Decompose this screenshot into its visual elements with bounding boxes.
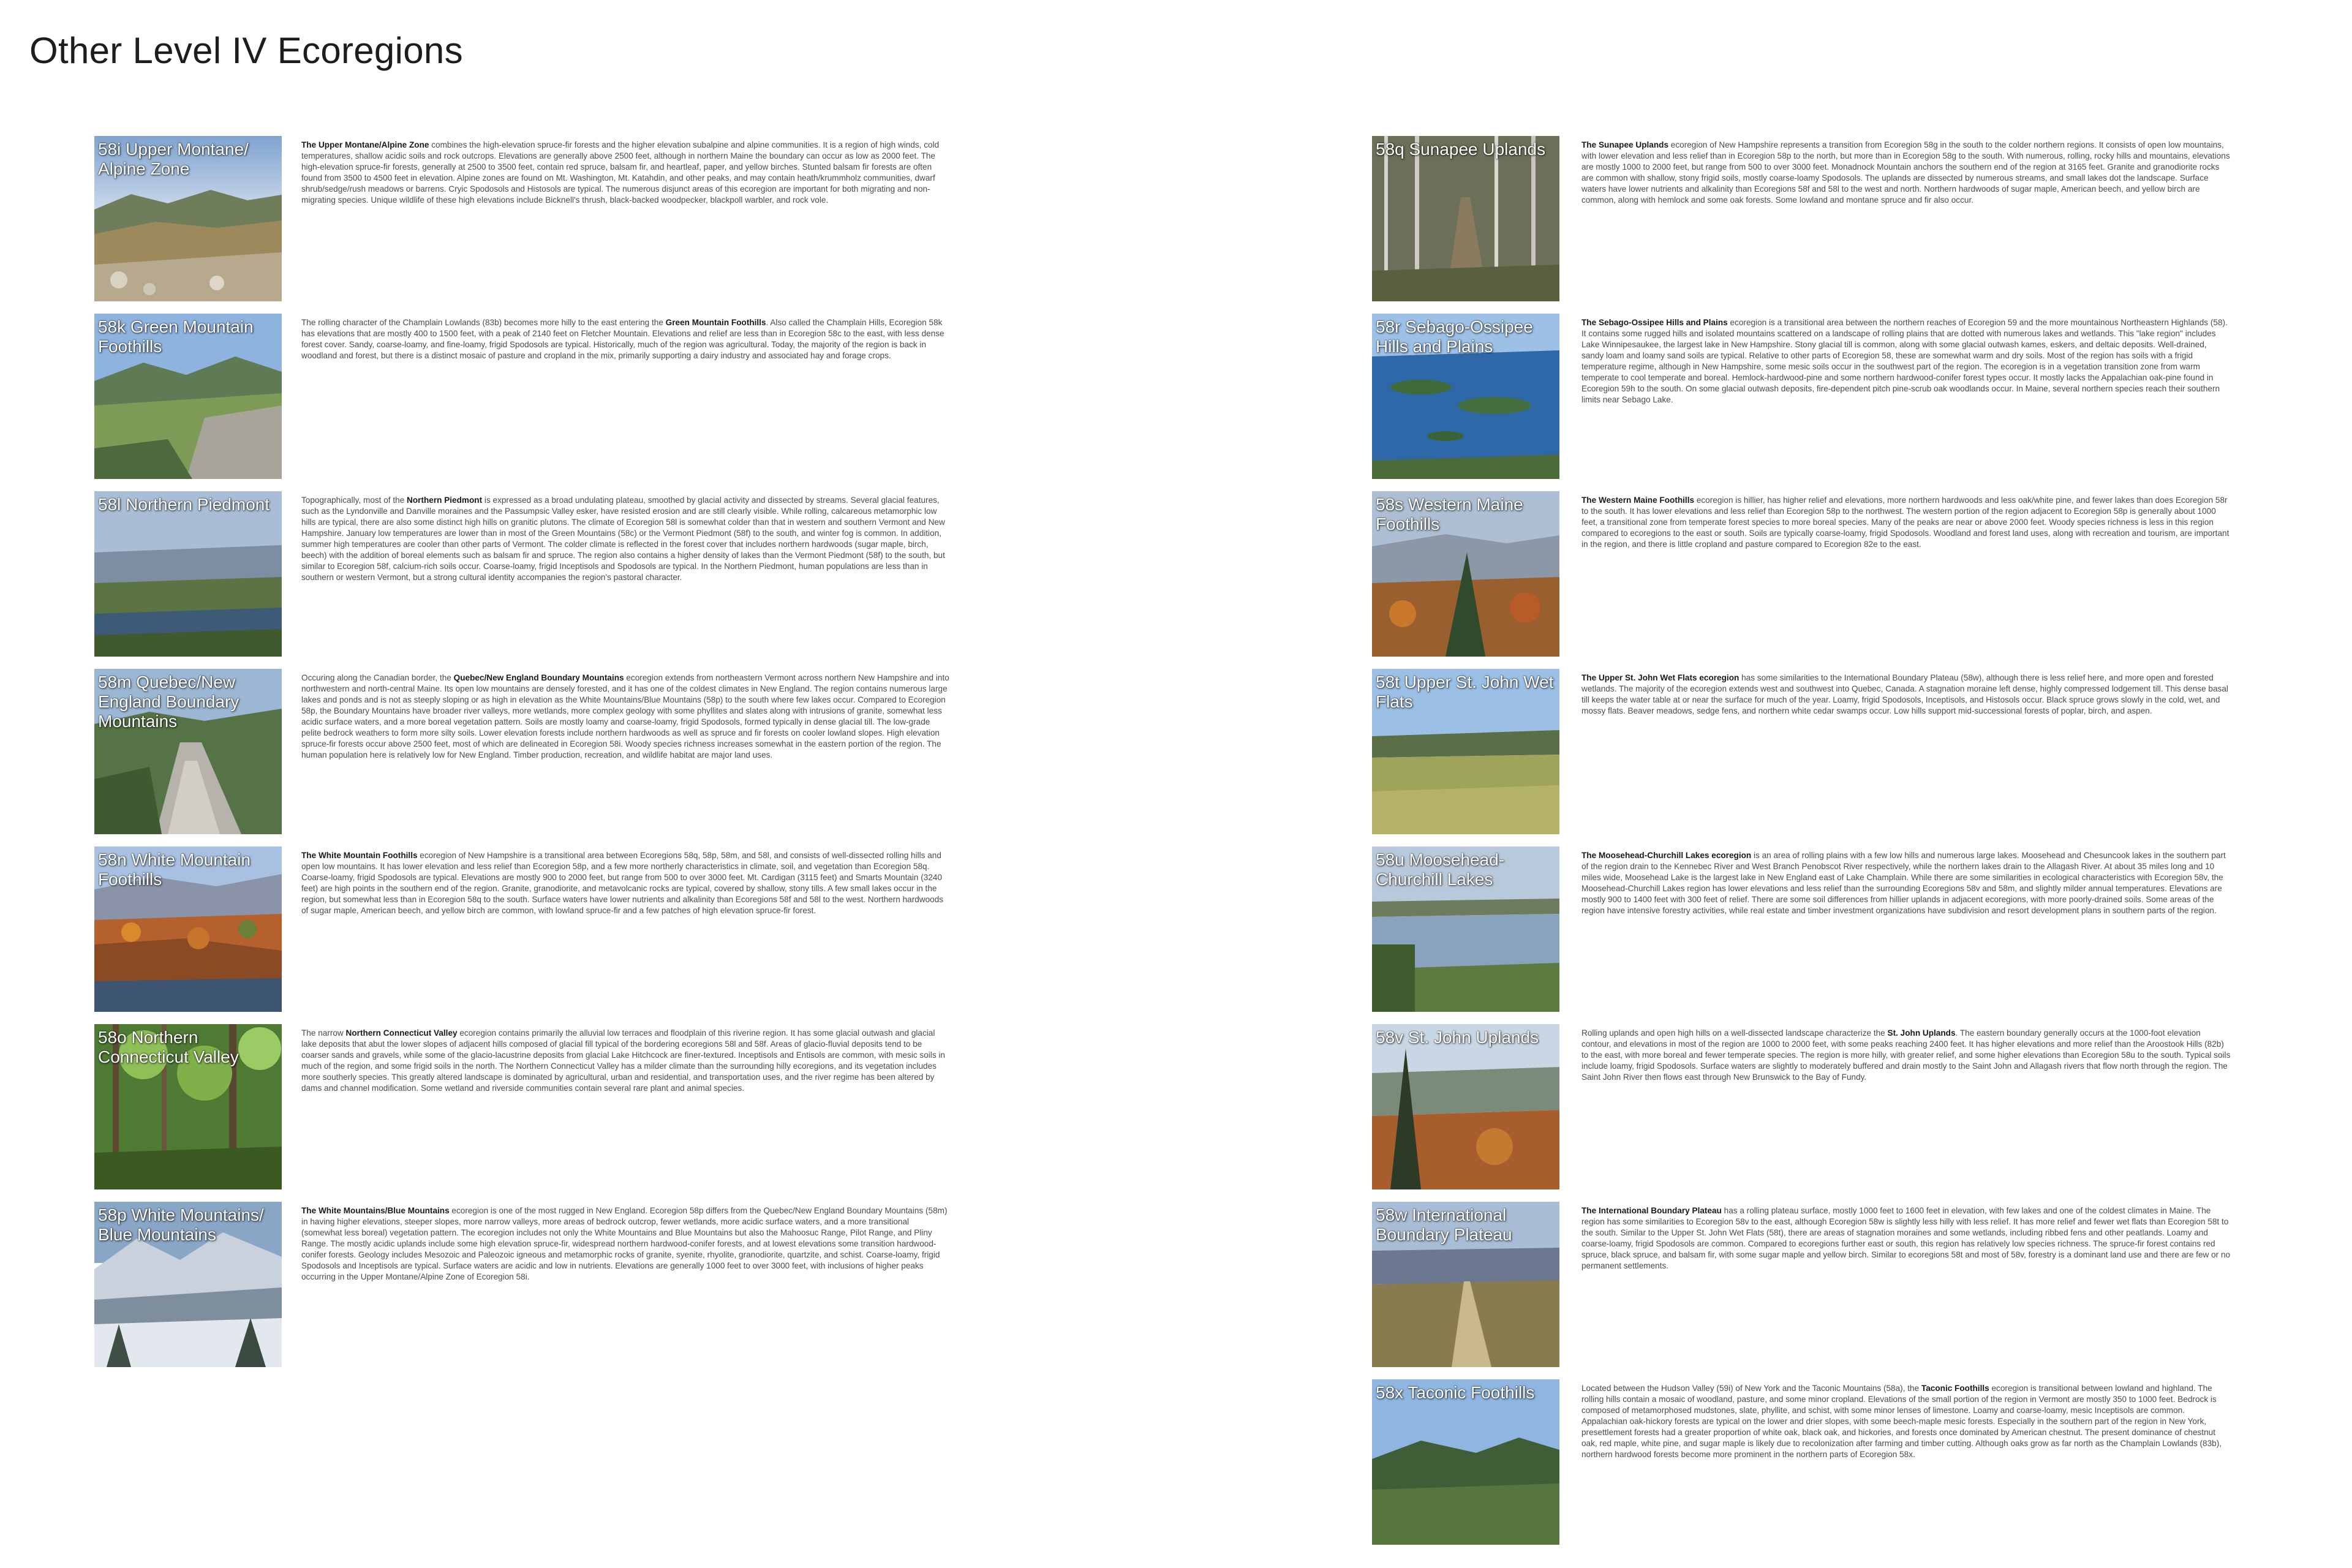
ecoregion-entry-58r <box>1372 314 2230 479</box>
photo-label: 58l Northern Piedmont <box>98 495 270 514</box>
ecoregion-description: The narrow Northern Connecticut Valley ecoregion contains primarily the alluvial low terraces and floodplain of this riverine region. It has some glacial outwash and glacial lake deposits that abut the lower slopes of adjacent hills composed of glacial fill typical of the bordering ecoregions 58l and 58f. Areas of glacio-fluvial deposits tend to be coarser sands and gravels, while some of the glacio-lacustrine deposits from glacial Lake Hitchcock are finer-textured. Inceptisols and Entisols are common, with mesic soils in much of the region, and some frigid soils in the north. The Northern Connecticut Valley has a milder climate than the surrounding hilly ecoregions, and its vegetation includes more southerly species. This greatly altered landscape is dominated by agricultural, urban and residential, and transportation uses, and the river regime has been altered by dams and channel modification. Some wetland and riverside communities contain several rare plant and animal species. <box>301 1028 945 1093</box>
photo-label: 58n White Mountain Foothills <box>98 850 251 889</box>
photo-label: 58x Taconic Foothills <box>1376 1383 1535 1402</box>
photo-58v <box>1372 1024 1559 1189</box>
ecoregion-entry-58p <box>94 1202 952 1367</box>
photo-label: 58v St. John Uplands <box>1376 1028 1539 1047</box>
ecoregion-entry-58t <box>1372 669 2230 834</box>
ecoregion-entry-58m <box>94 669 952 834</box>
photo-label: 58k Green Mountain Foothills <box>98 317 254 356</box>
page-title: Other Level IV Ecoregions <box>29 30 463 71</box>
ecoregion-entry-58k <box>94 314 952 479</box>
ecoregion-entry-58i <box>94 136 952 301</box>
ecoregion-description: The Upper Montane/Alpine Zone combines the high-elevation spruce-fir forests and the higher elevation subalpine and alpine communities. It is a region of high winds, cold temperatures, shallow acidic soils and rock outcrops. Elevations are generally above 2500 feet, although in northern Maine the boundary can occur as low as 2000 feet. The high-elevation spruce-fir forests, generally at 2500 to 3500 feet, contain red spruce, balsam fir, and heartleaf, paper, and yellow birches. Stunted balsam fir forests are often found from 3500 to 4500 feet in elevation. Alpine zones are found on Mt. Washington, Mt. Katahdin, and other peaks, and may contain heath/krummholz communities, dwarf shrub/sedge/rush meadows or barrens. Cryic Spodosols and Histosols are typical. The numerous disjunct areas of this ecoregion are important for both migrating and non-migrating species. Unique wildlife of these high elevations include Bicknell's thrush, black-backed woodpecker, blackpoll warbler, and rock vole. <box>301 140 940 205</box>
ecoregion-description: The Sunapee Uplands ecoregion of New Hampshire represents a transition from Ecoregion 58g in the south to the colder northern regions. It consists of open low mountains, with lower elevation and less relief than in Ecoregion 58p to the north, but more than in Ecoregion 58g to the south. With numerous, rolling, rocky hills and mountains, elevations are mostly 1000 to 2000 feet, but range from 500 to over 3000 feet. Monadnock Mountain anchors the southern end of the region at 3165 feet. Granite and granodiorite rocks are common with shallow, stony frigid soils, mostly coarse-loamy Spodosols. The uplands are dissected by numerous streams, and small lakes dot the landscape. Surface waters have lower nutrients and alkalinity than Ecoregions 58f and 58l to the west and north. Northern hardwoods of sugar maple, American beech, and yellow birch are common, along with hemlock and some oak forests. Some lowland and montane spruce and fir also occur. <box>1581 140 2230 205</box>
ecoregion-description: The rolling character of the Champlain Lowlands (83b) becomes more hilly to the east entering the Green Mountain Foothills. Also called the Champlain Hills, Ecoregion 58k has elevations that are mostly 400 to 1500 feet, with a peak of 2140 feet on Fletcher Mountain. Elevations and relief are less than in Ecoregion 58c to the east, with less dense forest cover. Sandy, coarse-loamy, and fine-loamy, frigid Spodosols are typical. Historically, much of the region was agricultural. Today, the majority of the region is back in woodland and forest, but there is a distinct mosaic of pasture and cropland in the mix, primarily supporting a dairy industry and associated hay and forage crops. <box>301 318 944 360</box>
photo-58q <box>1372 136 1559 301</box>
ecoregion-description: Located between the Hudson Valley (59i) of New York and the Taconic Mountains (58a), the Taconic Foothills ecoregion is transitional between lowland and highland. The rolling hills contain a mosaic of woodland, pasture, and some minor cropland. Elevations of the small portion of the region in Vermont are mostly 350 to 1000 feet. Bedrock is composed of metamorphosed mudstones, slate, phyllite, and schist, with some minor lenses of limestone. Loamy and coarse-loamy, mesic Inceptisols are common. Appalachian oak-hickory forests are typical on the lower and drier slopes, with some beech-maple mesic forests. Especially in the southern part of the region in New York, presettlement forests had a greater proportion of white oak, black oak, and hickories, and forests once dominated by American chestnut. The present dominance of chestnut oak, red maple, white pine, and sugar maple is likely due to recolonization after farming and timber cutting. Although oaks grow as far north as the Champlain Lowlands (83b), northern hardwood forests become more prominent in the northern parts of Ecoregion 58x. <box>1581 1384 2222 1459</box>
photo-label: 58s Western Maine Foothills <box>1376 495 1523 533</box>
photo-58n <box>94 846 282 1012</box>
ecoregion-entry-58o <box>94 1024 952 1189</box>
photo-label: 58t Upper St. John Wet Flats <box>1376 673 1554 711</box>
photo-label: 58m Quebec/New England Boundary Mountains <box>98 673 239 731</box>
photo-label: 58p White Mountains/ Blue Mountains <box>98 1205 264 1244</box>
photo-label: 58r Sebago-Ossipee Hills and Plains <box>1376 317 1533 356</box>
photo-label: 58i Upper Montane/ Alpine Zone <box>98 140 249 178</box>
photo-58w <box>1372 1202 1559 1367</box>
ecoregion-entry-58q <box>1372 136 2230 301</box>
ecoregion-description: The Sebago-Ossipee Hills and Plains ecoregion is a transitional area between the northern reaches of Ecoregion 59 and the more mountainous Northeastern Highlands (58). It contains some rugged hills and isolated mountains scattered on a landscape of rolling plains that are dotted with numerous lakes and wetlands. This "lake region" includes Lake Winnipesaukee, the largest lake in New Hampshire. Stony glacial till is common, along with some glacial outwash kames, eskers, and deltaic deposits. Well-drained, sandy loam and loamy sand soils are typical. Relative to other parts of Ecoregion 58, these are somewhat warm and dry soils. Most of the region has soils with a frigid temperature regime, although in New Hampshire, some mesic soils occur in the southwest part of the region. The ecoregion is in a vegetation transition zone from warm temperate to cool temperate and boreal. Hemlock-hardwood-pine and some northern hardwood-conifer forest types occur. It mostly lacks the Appalachian oak-pine found in Ecoregion 59h to the south. On some glacial outwash deposits, fire-dependent pitch pine-scrub oak woodlands occur. In Maine, several northern species reach their southern limits near Sebago Lake. <box>1581 318 2228 404</box>
ecoregion-description: Occuring along the Canadian border, the Quebec/New England Boundary Mountains ecoregion extends from northeastern Vermont across northern New Hampshire and into northwestern and north-central Maine. Its open low mountains are densely forested, and it has one of the coldest climates in New England. The region contains numerous large lakes and ponds and is not as steeply sloping or as high in elevation as the White Mountains/Blue Mountains (58p) to the south where few lakes occur. Compared to Ecoregion 58p, the Boundary Mountains have broader river valleys, more wetlands, more complex geology with some phyllites and slates along with intrusions of granite, somewhat less acidic surface waters, and a more boreal vegetation pattern. Soils are mostly loamy and coarse-loamy, frigid Spodosols, formed typically in dense glacial till. The low-grade pelite bedrock weathers to form more silty soils. Lower elevation forests include northern hardwoods as well as spruce and fir forests on cooler lowland slopes. High elevation spruce-fir forests occur above 2500 feet, most of which are delineated in Ecoregion 58i. Woody species richness increases somewhat in the eastern portion of the region. The human population here is relatively low for New England. Timber production, recreation, and wildlife habitat are major land uses. <box>301 673 949 760</box>
ecoregion-description: The International Boundary Plateau has a rolling plateau surface, mostly 1000 feet to 1600 feet in elevation, with few lakes and one of the coldest climates in Maine. The region has some similarities to Ecoregion 58v to the east, although Ecoregion 58w is slightly less hilly with less relief. It has more relief and fewer wet flats than Ecoregion 58t to the south. Similar to the Upper St. John Wet Flats (58t), there are areas of stagnation moraines and some wetlands, including ribbed fens and other peatlands. Loamy and coarse-loamy, frigid Spodosols are common. Compared to ecoregions further east or south, this region has relatively low species richness. The spruce-fir forest contains red spruce, black spruce, and balsam fir, with some sugar maple and yellow birch. Similar to ecoregions 58t and most of 58v, forestry is a dominant land use and there are few or no permanent settlements. <box>1581 1206 2231 1270</box>
ecoregion-entry-58x <box>1372 1379 2230 1545</box>
photo-label: 58u Moosehead-Churchill Lakes <box>1376 850 1505 889</box>
photo-58r <box>1372 314 1559 479</box>
ecoregion-description: The Upper St. John Wet Flats ecoregion has some similarities to the International Boundary Plateau (58w), although there is less relief here, and more open and forested wetlands. The majority of the ecoregion extends west and southwest into Quebec, Canada. A stagnation moraine left dense, highly compressed lodgement till. This dense basal till keeps the water table at or near the surface for much of the year. Loamy, frigid Spodosols, Inceptisols, and Histosols occur. Black spruce grows slowly in the cold, wet, and mossy flats. Beaver meadows, sedge fens, and northern white cedar swamps occur. Low hills support mid-successional forests of poplar, birch, and aspen. <box>1581 673 2228 715</box>
photo-58k <box>94 314 282 479</box>
photo-58u <box>1372 846 1559 1012</box>
photo-58m <box>94 669 282 834</box>
photo-label: 58q Sunapee Uplands <box>1376 140 1546 159</box>
photo-58x <box>1372 1379 1559 1545</box>
photo-58i <box>94 136 282 301</box>
photo-58o <box>94 1024 282 1189</box>
photo-label: 58w International Boundary Plateau <box>1376 1205 1512 1244</box>
ecoregion-description: The White Mountains/Blue Mountains ecoregion is one of the most rugged in New England. Ecoregion 58p differs from the Quebec/New England Boundary Mountains (58m) in having higher elevations, steeper slopes, more narrow valleys, more areas of bedrock outcrop, fewer wetlands, more acidic surface waters, and a more transitional (somewhat less boreal) vegetation pattern. The ecoregion includes not only the White Mountains and Blue Mountains but also the Mahoosuc Range, Pilot Range, and Pliny Range. The mostly acidic uplands include some high elevation spruce-fir, widespread northern hardwood-conifer forests, and at lowest elevations some transition hardwood-conifer forests. Geology includes Mesozoic and Paleozoic igneous and metamorphic rocks of granite, syenite, rhyolite, granodiorite, quartzite, and schist. Coarse-loamy, frigid Spodosols and Inceptisols are typical. Surface waters are acidic and low in nutrients. Elevations are generally 1000 feet to over 3000 feet, with inclusions of higher peaks occurring in the Upper Montane/Alpine Zone of Ecoregion 58i. <box>301 1206 948 1281</box>
ecoregion-description: Topographically, most of the Northern Piedmont is expressed as a broad undulating plateau, smoothed by glacial activity and dissected by streams. Several glacial features, such as the Lyndonville and Danville moraines and the Passumpsic Valley esker, have resisted erosion and are still clearly visible. While rolling, calcareous metamorphic low hills are typical, there are also some distinct high hills on granitic plutons. The climate of Ecoregion 58l is somewhat colder than that in western and southern Vermont and New Hampshire. January low temperatures are lower than in most of the Green Mountains (58c) or the Vermont Piedmont (58f) to the south, and winter fog is common. In addition, summer high temperatures are cooler than other parts of Vermont. The colder climate is reflected in the forest cover that includes northern hardwoods (sugar maple, birch, beech) with the addition of boreal elements such as balsam fir and spruce. The region also contains a higher density of lakes than the Vermont Piedmont (58f) to the south, but similar to Ecoregion 58f, calcium-rich soils occur. Coarse-loamy, frigid Inceptisols and Spodosols are typical. In the Northern Piedmont, human populations are less than in southern or western Vermont, but a strong cultural identity accompanies the region's pastoral character. <box>301 496 945 582</box>
ecoregion-description: The White Mountain Foothills ecoregion of New Hampshire is a transitional area between Ecoregions 58q, 58p, 58m, and 58l, and consists of well-dissected rolling hills and open low mountains. It has lower elevation and less relief than Ecoregion 58p, and a few more northerly characteristics in climate, soil, and vegetation than Ecoregion 58q. Coarse-loamy, frigid Spodosols are typical. Elevations are mostly 900 to 2000 feet, but range from 500 to over 3000 feet. Mt. Cardigan (3115 feet) and Smarts Mountain (3240 feet) are high points in the southern end of the region. Granite, granodiorite, and metavolcanic rocks are typical, covered by shallow, stony tills. A few small lakes occur in the region, but somewhat less than in Ecoregion 58q to the south. Surface waters have lower nutrients and alkalinity than Ecoregions 58f and 58l to the west. Northern hardwoods of sugar maple, American beech, and yellow birch are common, with lowland spruce-fir and a few patches of high elevation spruce-fir forest. <box>301 851 944 915</box>
photo-58p <box>94 1202 282 1367</box>
ecoregion-entry-58u <box>1372 846 2230 1012</box>
photo-58s <box>1372 491 1559 657</box>
photo-label: 58o Northern Connecticut Valley <box>98 1028 239 1066</box>
ecoregion-description: The Moosehead-Churchill Lakes ecoregion is an area of rolling plains with a few low hills and numerous large lakes. Moosehead and Chesuncook lakes in the southern part of the region drain to the Kennebec River and West Branch Penobscot River respectively, while the northern lakes drain to the Allagash River. At about 35 miles long and 10 miles wide, Moosehead Lake is the largest lake in New England east of Lake Champlain. While there are some similarities in ecological characteristics with Ecoregion 58v, the Moosehead-Churchill Lakes region has lower elevations and less relief than the surrounding Ecoregions 58v and 58m, and slightly milder annual temperatures. Elevations are mostly 900 to 1400 feet with 300 feet of relief. There are some soil differences from hillier uplands in adjacent ecoregions, with more poorly-drained soils. Some areas of the region have intensive forestry activities, while real estate and timber investment organizations have subdivision and resort development plans in southern parts of the region. <box>1581 851 2226 915</box>
photo-58t <box>1372 669 1559 834</box>
ecoregion-entry-58s <box>1372 491 2230 657</box>
ecoregion-entry-58l <box>94 491 952 657</box>
ecoregion-description: Rolling uplands and open high hills on a well-dissected landscape characterize the St. John Uplands. The eastern boundary generally occurs at the 1000-foot elevation contour, and elevations in most of the region are 1000 to 2000 feet, with some peaks reaching 2400 feet. It has higher elevations and more relief than the Aroostook Hills (82b) to the east, with more boreal and fewer temperate species. The region is more hilly, with greater relief, and some higher elevations than Ecoregion 58u to the south. Typical soils include loamy, frigid Spodosols. Surface waters are slightly to moderately buffered and drain mostly to the Saint John and Allagash rivers that flow north through the region. The Saint John River then flows east through New Brunswick to the Bay of Fundy. <box>1581 1028 2231 1082</box>
ecoregion-description: The Western Maine Foothills ecoregion is hillier, has higher relief and elevations, more northern hardwoods and less oak/white pine, and fewer lakes than does Ecoregion 58r to the south. It has lower elevations and less relief than Ecoregion 58p to the northwest. The western portion of the region adjacent to Ecoregion 58p is generally about 1000 feet, a transitional zone from temperate forest species to more boreal species. Many of the peaks are near or above 2000 feet. Woody species richness is less in this region compared to ecoregions to the east or south. Soils are typically coarse-loamy, frigid Spodosols. Woodland and forest land uses, along with recreation and tourism, are important in the region, and there is little cropland and pasture compared to Ecoregion 82e to the east. <box>1581 496 2230 549</box>
photo-58l <box>94 491 282 657</box>
ecoregion-entry-58v <box>1372 1024 2230 1189</box>
ecoregion-entry-58w <box>1372 1202 2230 1367</box>
ecoregion-entry-58n <box>94 846 952 1012</box>
